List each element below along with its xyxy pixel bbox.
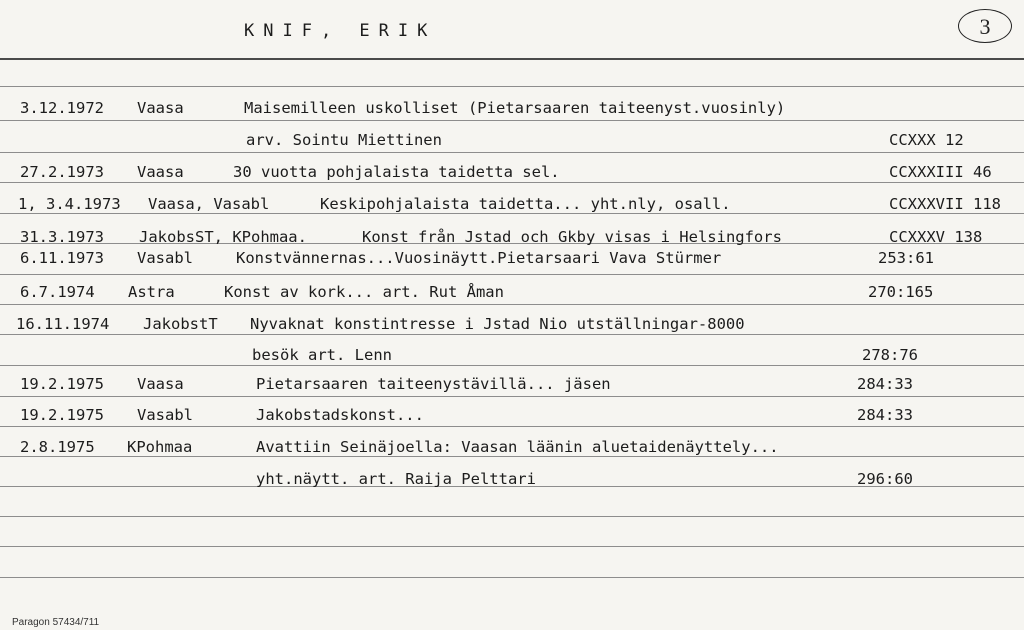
entry-date: 3.12.1972: [20, 99, 104, 117]
entry-text: Konst från Jstad och Gkby visas i Helsingfors: [362, 228, 782, 246]
entry-text: Jakobstadskonst...: [256, 406, 424, 424]
ruled-line: [0, 426, 1024, 427]
entry-reference: 270:165: [868, 283, 934, 301]
entry-date: 6.7.1974: [20, 283, 95, 301]
entry-text: Keskipohjalaista taidetta... yht.nly, osall.: [320, 195, 731, 213]
entry-source: Vaasa: [137, 375, 184, 393]
entry-date: 27.2.1973: [20, 163, 104, 181]
entry-text: besök art. Lenn: [252, 346, 392, 364]
ruled-line: [0, 152, 1024, 153]
entry-source: KPohmaa: [127, 438, 193, 456]
header-rule: [0, 58, 1024, 60]
entry-text: Avattiin Seinäjoella: Vaasan läänin aluetaidenäyttely...: [256, 438, 779, 456]
ruled-line: [0, 516, 1024, 517]
ruled-line: [0, 456, 1024, 457]
entry-source: Vasabl: [137, 249, 193, 267]
entry-text: Pietarsaaren taiteenystävillä... jäsen: [256, 375, 611, 393]
page-number-circle: 3: [958, 9, 1012, 43]
entry-source: Astra: [128, 283, 175, 301]
ruled-line: [0, 365, 1024, 366]
entry-reference: CCXXXVII 118: [889, 195, 1001, 213]
entry-reference: CCXXXV 138: [889, 228, 983, 246]
entry-text: arv. Sointu Miettinen: [246, 131, 442, 149]
entry-date: 6.11.1973: [20, 249, 104, 267]
entry-date: 19.2.1975: [20, 406, 104, 424]
entry-source: JakobsST, KPohmaa.: [139, 228, 307, 246]
ruled-line: [0, 86, 1024, 87]
ruled-line: [0, 396, 1024, 397]
entry-date: 16.11.1974: [16, 315, 110, 333]
ruled-line: [0, 304, 1024, 305]
entry-text: yht.näytt. art. Raija Pelttari: [256, 470, 536, 488]
entry-date: 31.3.1973: [20, 228, 104, 246]
entry-reference: 284:33: [857, 406, 913, 424]
entry-source: Vaasa: [137, 99, 184, 117]
entry-text: Nyvaknat konstintresse i Jstad Nio utställningar-8000: [250, 315, 745, 333]
entry-text: 30 vuotta pohjalaista taidetta sel.: [233, 163, 560, 181]
entry-source: Vaasa, Vasabl: [148, 195, 270, 213]
entry-text: Konst av kork... art. Rut Åman: [224, 283, 504, 301]
person-name: KNIF, ERIK: [244, 21, 437, 41]
printer-imprint: Paragon 57434/711: [12, 617, 100, 628]
entry-source: JakobstT: [143, 315, 218, 333]
entry-source: Vasabl: [137, 406, 193, 424]
ruled-line: [0, 120, 1024, 121]
ruled-line: [0, 546, 1024, 547]
entry-date: 1, 3.4.1973: [18, 195, 121, 213]
entry-reference: 278:76: [862, 346, 918, 364]
ruled-line: [0, 577, 1024, 578]
entry-reference: 296:60: [857, 470, 913, 488]
entry-reference: CCXXXIII 46: [889, 163, 992, 181]
entry-source: Vaasa: [137, 163, 184, 181]
entry-reference: 284:33: [857, 375, 913, 393]
entry-text: Maisemilleen uskolliset (Pietarsaaren taiteenyst.vuosinly): [244, 99, 786, 117]
ruled-line: [0, 213, 1024, 214]
entry-text: Konstvännernas...Vuosinäytt.Pietarsaari Vava Stürmer: [236, 249, 722, 267]
ruled-line: [0, 182, 1024, 183]
entry-reference: 253:61: [878, 249, 934, 267]
entry-date: 2.8.1975: [20, 438, 95, 456]
ruled-line: [0, 274, 1024, 275]
entry-date: 19.2.1975: [20, 375, 104, 393]
ruled-line: [0, 334, 1024, 335]
entry-reference: CCXXX 12: [889, 131, 964, 149]
